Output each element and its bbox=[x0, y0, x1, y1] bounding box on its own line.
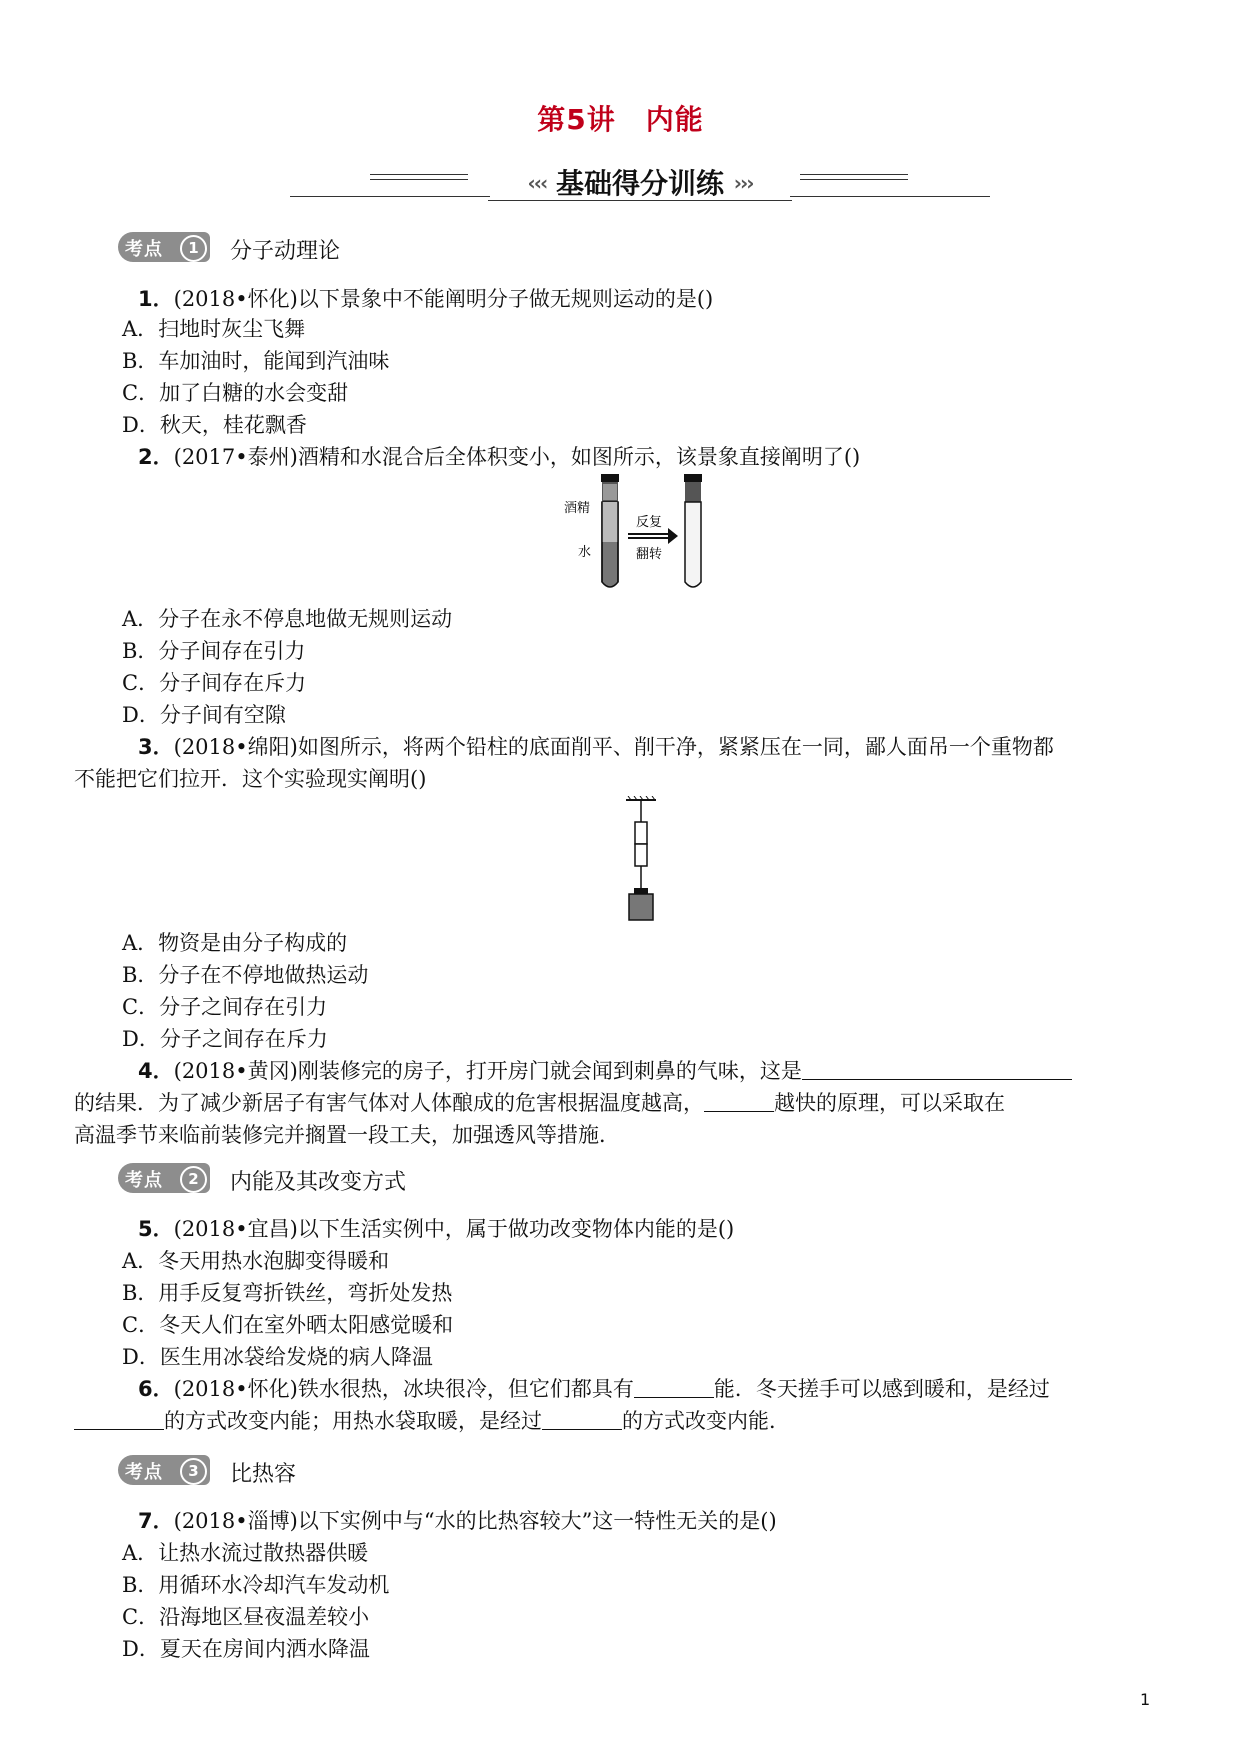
page-title bbox=[0, 98, 1241, 138]
lecture-number: 第5讲 bbox=[537, 103, 616, 136]
q3-option-a: A．物资是由分子构成的 bbox=[122, 931, 348, 955]
section-badge: 考点 3 bbox=[118, 1455, 210, 1485]
q2-option-c: C．分子间存在斥力 bbox=[122, 671, 307, 695]
answer-blank[interactable] bbox=[704, 1089, 774, 1112]
question-3-stem-cont: 不能把它们拉开．这个实验现实阐明() bbox=[74, 767, 427, 791]
q7-option-c: C．沿海地区昼夜温差较小 bbox=[122, 1605, 370, 1629]
section-title: 分子动理论 bbox=[230, 239, 341, 264]
q2-option-b: B．分子间存在引力 bbox=[122, 639, 306, 663]
q2-option-d: D．分子间有空隙 bbox=[122, 703, 286, 727]
q7-option-d: D．夏天在房间内洒水降温 bbox=[122, 1637, 370, 1661]
question-6-line1: 6．(2018•怀化)铁水很热，冰块很冷，但它们都具有 能．冬天搓手可以感到暖和，是经过 bbox=[138, 1377, 1050, 1401]
question-3-stem: 3．(2018•绵阳)如图所示，将两个铅柱的底面削平、削干净，紧紧压在一同，鄙人面吊一个重物都 bbox=[138, 735, 1054, 759]
label-alcohol: 酒精 bbox=[564, 501, 591, 516]
q7-option-a: A．让热水流过散热器供暖 bbox=[122, 1541, 369, 1565]
question-2-stem: 2．(2017•泰州)酒精和水混合后全体积变小，如图所示，该景象直接阐明了() bbox=[138, 445, 861, 469]
lecture-topic: 内能 bbox=[645, 103, 704, 136]
q7-option-b: B．用循环水冷却汽车发动机 bbox=[122, 1573, 390, 1597]
section-title: 比热容 bbox=[230, 1462, 297, 1487]
q5-option-a: A．冬天用热水泡脚变得暖和 bbox=[122, 1249, 390, 1273]
page-number: 1 bbox=[1140, 1690, 1151, 1709]
q2-option-a: A．分子在永不停息地做无规则运动 bbox=[122, 607, 453, 631]
lead-cylinder-figure bbox=[616, 796, 666, 926]
q3-option-b: B．分子在不停地做热运动 bbox=[122, 963, 369, 987]
q1-option-d: D．秋天，桂花飘香 bbox=[122, 413, 307, 437]
question-4-line3: 高温季节来临前装修完并搁置一段工夫，加强透风等措施． bbox=[74, 1123, 620, 1147]
arrow-label-bottom: 翻转 bbox=[636, 547, 663, 562]
section-badge: 考点 2 bbox=[118, 1163, 210, 1193]
banner-title: 基础得分训练 bbox=[555, 167, 724, 200]
answer-blank[interactable] bbox=[634, 1375, 714, 1398]
section-banner bbox=[290, 160, 990, 206]
question-1-stem: 1．(2018•怀化)以下景象中不能阐明分子做无规则运动的是() bbox=[138, 287, 714, 311]
question-6-line2: 的方式改变内能；用热水袋取暖，是经过 的方式改变内能． bbox=[74, 1406, 790, 1436]
q1-option-a: A．扫地时灰尘飞舞 bbox=[122, 317, 306, 341]
answer-blank[interactable] bbox=[542, 1407, 622, 1430]
answer-blank[interactable] bbox=[802, 1057, 1072, 1080]
q3-option-d: D．分子之间存在斥力 bbox=[122, 1027, 328, 1051]
answer-blank[interactable] bbox=[74, 1407, 164, 1430]
label-water: 水 bbox=[578, 545, 592, 560]
right-chevrons-icon: ››› bbox=[733, 171, 753, 195]
q5-option-b: B．用手反复弯折铁丝，弯折处发热 bbox=[122, 1281, 453, 1305]
question-4-line2: 的结果．为了减少新居子有害气体对人体酿成的危害根据温度越高， 越快的原理，可以采取在 bbox=[74, 1091, 1005, 1115]
test-tube-figure bbox=[560, 472, 720, 598]
question-7-stem: 7．(2018•淄博)以下实例中与“水的比热容较大”这一特性无关的是() bbox=[138, 1509, 777, 1533]
section-badge: 考点 1 bbox=[118, 232, 210, 262]
question-4-line1: 4．(2018•黄冈)刚装修完的房子，打开房门就会闻到刺鼻的气味，这是 bbox=[138, 1056, 1072, 1086]
left-chevrons-icon: ‹‹‹ bbox=[527, 171, 547, 195]
q5-option-c: C．冬天人们在室外晒太阳感觉暖和 bbox=[122, 1313, 454, 1337]
q1-option-c: C．加了白糖的水会变甜 bbox=[122, 381, 349, 405]
question-5-stem: 5．(2018•宜昌)以下生活实例中，属于做功改变物体内能的是() bbox=[138, 1217, 735, 1241]
section-title: 内能及其改变方式 bbox=[230, 1170, 407, 1195]
arrow-label-top: 反复 bbox=[636, 515, 663, 530]
q1-option-b: B．车加油时，能闻到汽油味 bbox=[122, 349, 390, 373]
q5-option-d: D．医生用冰袋给发烧的病人降温 bbox=[122, 1345, 433, 1369]
q3-option-c: C．分子之间存在引力 bbox=[122, 995, 328, 1019]
